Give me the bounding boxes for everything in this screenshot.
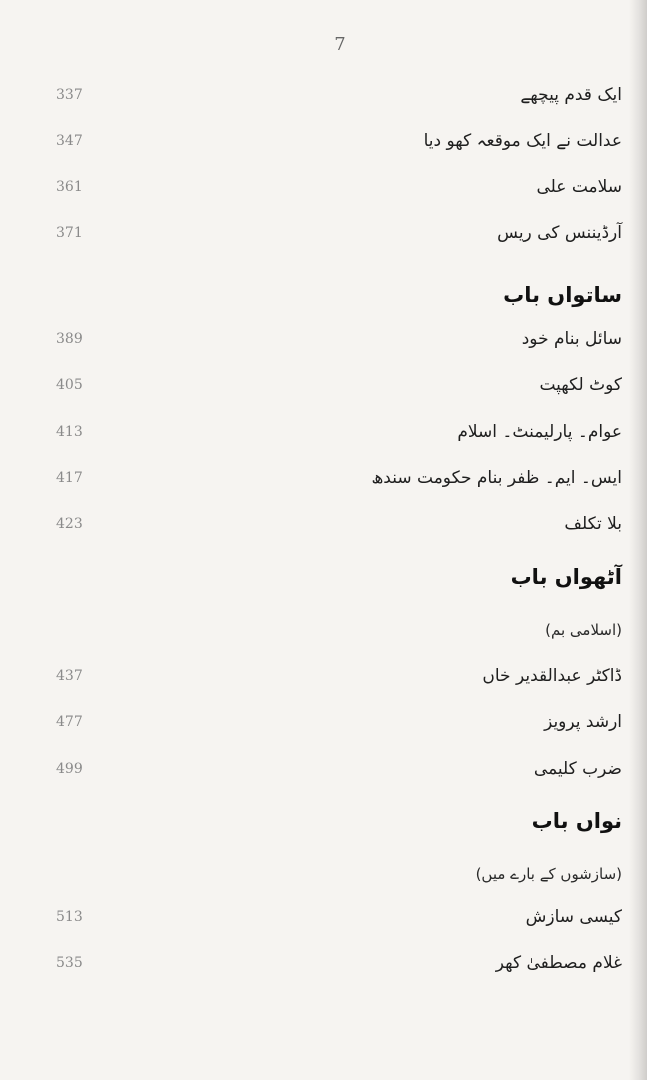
toc-entry-page: 513 [56, 909, 83, 925]
toc-entry [0, 419, 647, 449]
chapter-subtitle-text: (سازشوں کے بارے میں) [475, 865, 622, 883]
chapter-heading-title: ساتواں باب [503, 283, 622, 307]
toc-entry-page: 535 [56, 955, 83, 971]
toc-entry [0, 372, 647, 402]
toc-entry-page: 417 [56, 470, 83, 486]
toc-entry-title: عدالت نے ایک موقعہ کھو دیا [423, 131, 622, 151]
toc-entry [0, 511, 647, 541]
toc-entry [0, 950, 647, 980]
toc-entry-page: 389 [56, 331, 83, 347]
chapter-heading [0, 806, 647, 836]
toc-entry-page: 423 [56, 516, 83, 532]
toc-entry-page: 413 [56, 424, 83, 440]
toc-entry-title: کوٹ لکھپت [539, 375, 622, 395]
toc-entry-title: بلا تکلف [564, 514, 622, 534]
toc-entry-page: 371 [56, 225, 83, 241]
chapter-heading [0, 280, 647, 310]
toc-entry-page: 347 [56, 133, 83, 149]
toc-entry-title: ارشد پرویز [544, 712, 622, 732]
chapter-subtitle-text: (اسلامی بم) [545, 621, 622, 639]
toc-entry [0, 174, 647, 204]
toc-entry [0, 663, 647, 693]
toc-entry-title: آرڈیننس کی ریس [497, 223, 622, 243]
chapter-heading-title: نواں باب [531, 809, 622, 833]
chapter-subtitle [0, 617, 647, 647]
toc-entry [0, 904, 647, 934]
toc-entry-page: 405 [56, 377, 83, 393]
toc-entry-title: ایس۔ ایم۔ ظفر بنام حکومت سندھ [371, 468, 622, 488]
toc-entry [0, 326, 647, 356]
chapter-subtitle [0, 861, 647, 891]
toc-entry [0, 82, 647, 112]
toc-entry-page: 477 [56, 714, 83, 730]
toc-entry [0, 465, 647, 495]
toc-entry-title: سلامت علی [536, 177, 622, 197]
toc-entry-title: ایک قدم پیچھے [520, 85, 622, 105]
toc-entry-page: 361 [56, 179, 83, 195]
toc-entry-title: عوام۔ پارلیمنٹ۔ اسلام [457, 422, 622, 442]
toc-entry-title: کیسی سازش [525, 907, 622, 927]
toc-entry [0, 709, 647, 739]
page-number: 7 [334, 34, 346, 55]
toc-entry-page: 337 [56, 87, 83, 103]
toc-entry-page: 437 [56, 668, 83, 684]
toc-entry-title: ڈاکٹر عبدالقدیر خاں [482, 666, 622, 686]
toc-entry-title: غلام مصطفیٰ کھر [495, 953, 622, 973]
toc-entry-title: سائل بنام خود [521, 329, 622, 349]
toc-entry-title: ضرب کلیمی [533, 759, 622, 779]
toc-entry [0, 756, 647, 786]
chapter-heading [0, 562, 647, 592]
chapter-heading-title: آٹھواں باب [510, 565, 622, 589]
toc-entry-page: 499 [56, 761, 83, 777]
toc-entry [0, 220, 647, 250]
toc-entry [0, 128, 647, 158]
